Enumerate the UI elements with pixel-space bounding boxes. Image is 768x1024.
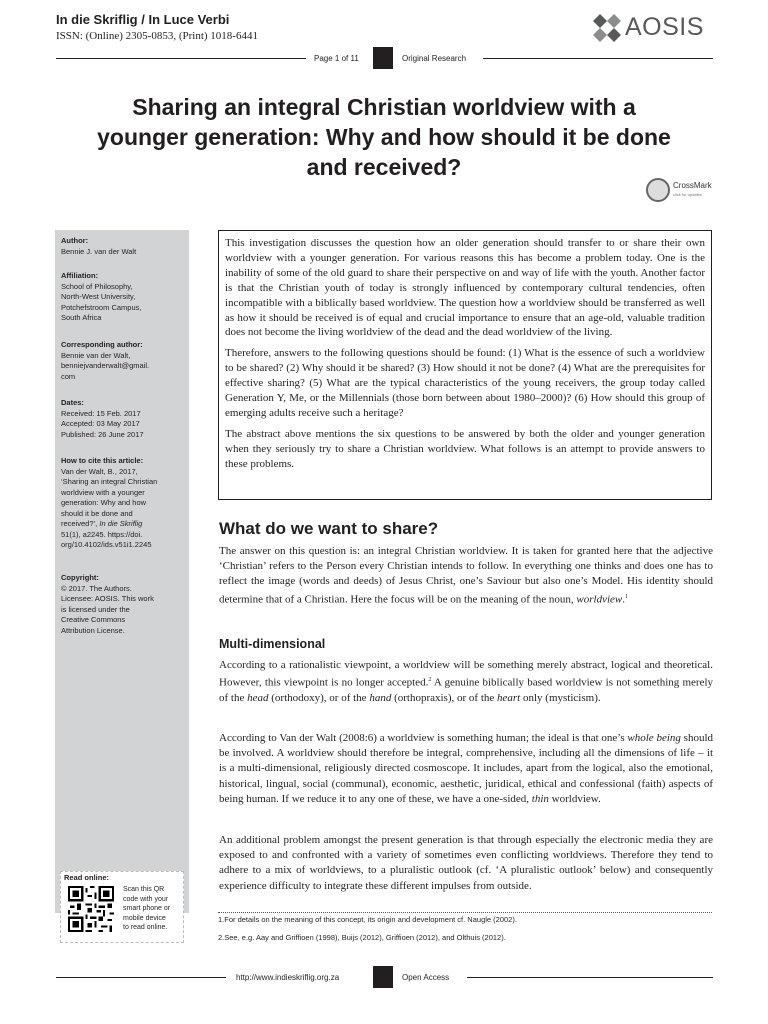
- cite-line: received?’, In die Skriflig: [61, 519, 143, 528]
- article-type: Original Research: [402, 54, 467, 63]
- subsection-heading: Multi-dimensional: [219, 637, 326, 651]
- cite-line: worldview with a younger: [61, 487, 145, 497]
- journal-title: In die Skriflig / In Luce Verbi: [56, 12, 230, 27]
- author-block: [61, 236, 187, 257]
- author-label: Author:: [61, 236, 89, 245]
- cite-label: How to cite this article:: [61, 456, 144, 465]
- corresponding-label: Corresponding author:: [61, 340, 143, 349]
- article-info-sidebar: [55, 230, 189, 913]
- cite-line: generation: Why and how: [61, 498, 147, 507]
- affiliation-line: North-West University,: [61, 292, 136, 301]
- copyright-label: Copyright:: [61, 573, 99, 582]
- corresponding-block: [61, 340, 187, 382]
- cite-block: [61, 456, 187, 551]
- copyright-line: is licensed under the: [61, 604, 130, 614]
- page-info: Page 1 of 11: [314, 54, 359, 63]
- abstract-paragraph: This investigation discusses the question how an older generation should transfer to or share their own worldview with a younger generation. For various reasons this has become a problem today. One is the inability of some of the old guard to share their perspective on and way of life with the youth. Another factor is that the Christian youth of today is strongly influenced by contemporary cultural tendencies, often incompatible with a biblically based worldview. The question how a worldview should be transferred as well as how it should be received is of equal and crucial importance to ensure that an age-old, valuable tradition does not become the living worldview of the dead and the dead worldview of the living.: [225, 237, 705, 339]
- affiliation-line: South Africa: [61, 313, 102, 322]
- article-title: Sharing an integral Christian worldview with a younger generation: Why and how should it be done and received?: [97, 94, 671, 180]
- abstract-paragraph: Therefore, answers to the following questions should be found: (1) What is the essence of such a worldview to be shared? (2) Why should it be shared? (3) How should it not be done? (4) What are the prerequisites for effective sharing? (5) What are the typical characteristics of the young receivers, the group today called Generation Y, Me, or the Millennials (those born between about 1980–2000)? (6) How should this group of emerging adults receive such a heritage?: [225, 347, 705, 419]
- author-name: Bennie J. van der Walt: [61, 246, 137, 256]
- crossmark-label: CrossMark: [673, 181, 712, 190]
- dates-label: Dates:: [61, 398, 84, 407]
- cite-line: Van der Walt, B., 2017,: [61, 466, 138, 476]
- copyright-line: Attribution License.: [61, 625, 125, 635]
- dates-block: [61, 398, 187, 440]
- date-received: Received: 15 Feb. 2017: [61, 408, 141, 418]
- body-paragraph: According to a rationalistic viewpoint, a worldview will be something merely abstract, logical and theoretical. However, this viewpoint is no longer accepted.$^2$ A genuine biblically based worldview is not something merely of the head (orthodoxy), or of the hand (orthopraxis), or of the heart only (mysticism).: [219, 659, 714, 705]
- affiliation-line: School of Philosophy,: [61, 281, 133, 291]
- read-online-label: Read online:: [64, 873, 110, 882]
- body-paragraph: An additional problem amongst the present generation is that through especially the electronic media they are exposed to and confronted with a variety of sometimes even conflicting worldviews. Therefore they tend to adhere to a mix of worldviews, to a pluralistic outlook (cf. ‘A pluralistic outlook’ below) and consequently experience difficulty to integrate these different impulses from outside.: [219, 834, 713, 892]
- affiliation-label: Affiliation:: [61, 271, 99, 280]
- header-block: [373, 47, 393, 69]
- copyright-line: © 2017. The Authors.: [61, 583, 132, 593]
- cite-line: ‘Sharing an integral Christian: [61, 477, 158, 486]
- header-rule-right: [483, 58, 713, 59]
- journal-url[interactable]: http://www.indieskriflig.org.za: [236, 973, 340, 982]
- header-rule-left: [56, 58, 306, 59]
- body-paragraph: According to Van der Walt (2008:6) a worldview is something human; the ideal is that one’s whole being should be involved. A worldview should therefore be integral, comprehensive, including all the dimensions of life – it is a multi-dimensional, religiously directed cosmoscope. It includes, apart from the logical, also the emotional, historical, lingual, social (communal), economic, aesthetic, juridical, ethical and confessional (faith) aspects of being human. If we reduce it to any one of these, we have a one-sided, thin worldview.: [219, 732, 713, 805]
- cite-line: should it be done and: [61, 508, 133, 518]
- affiliation-line: Potchefstroom Campus,: [61, 302, 142, 312]
- body-paragraph: The answer on this question is: an integral Christian worldview. It is taken for granted here that the adjective ‘Christian’ refers to the Person every Christian intends to follow. In everything one thinks and does one has to reflect the image (words and deeds) of Jesus Christ, one’s Saviour but also one’s Model. His identity should determine that of a Christian. Here the focus will be on the meaning of the noun, worldview.$^1$: [219, 545, 713, 606]
- footer-rule-left: [56, 977, 226, 978]
- footnote-ref[interactable]: 1: [625, 593, 628, 600]
- section-heading: What do we want to share?: [219, 519, 439, 538]
- qr-code-icon[interactable]: [68, 886, 114, 932]
- footer-block: [373, 966, 393, 988]
- crossmark-sub: click for updates: [673, 192, 702, 197]
- aosis-logo-icon: [593, 14, 621, 42]
- footer-rule-right: [467, 977, 713, 978]
- abstract-paragraph: The abstract above mentions the six questions to be answered by both the older and younger generation when they seriously try to share a Christian worldview. What follows is an attempt to provide answers to these problems.: [225, 427, 705, 470]
- affiliation-block: [61, 271, 187, 324]
- corresponding-line: Bennie van der Walt,: [61, 350, 131, 360]
- corresponding-line: com: [61, 371, 76, 381]
- footnote-divider: [218, 912, 712, 913]
- read-online-instructions: Scan this QR code with your smart phone or mobile device to read online.: [123, 886, 171, 931]
- copyright-line: Creative Commons: [61, 615, 126, 624]
- crossmark-icon: [646, 178, 670, 202]
- copyright-line: Licensee: AOSIS. This work: [61, 594, 154, 603]
- copyright-block: [61, 573, 187, 636]
- cite-doi[interactable]: 51(1), a2245. https://doi.: [61, 529, 143, 539]
- date-accepted: Accepted: 03 May 2017: [61, 419, 140, 428]
- cite-doi[interactable]: org/10.4102/ids.v51i1.2245: [61, 540, 152, 549]
- date-published: Published: 26 June 2017: [61, 429, 144, 439]
- aosis-logo: [593, 13, 704, 42]
- footnote: 1.For details on the meaning of this concept, its origin and development cf. Naugle (2002).: [218, 915, 517, 924]
- corresponding-email[interactable]: benniejvanderwalt@gmail.: [61, 361, 150, 370]
- cite-journal: In die Skriflig: [99, 519, 143, 528]
- crossmark-badge[interactable]: [646, 178, 712, 202]
- footnote: 2.See, e.g. Aay and Griffioen (1998), Buijs (2012), Griffioen (2012), and Olthuis (2012).: [218, 933, 506, 942]
- abstract-box: [218, 230, 712, 500]
- open-access-label: Open Access: [402, 973, 450, 982]
- footnote-ref[interactable]: 2: [428, 677, 432, 684]
- issn: ISSN: (Online) 2305-0853, (Print) 1018-6441: [56, 30, 258, 42]
- aosis-logo-text: AOSIS: [625, 13, 704, 41]
